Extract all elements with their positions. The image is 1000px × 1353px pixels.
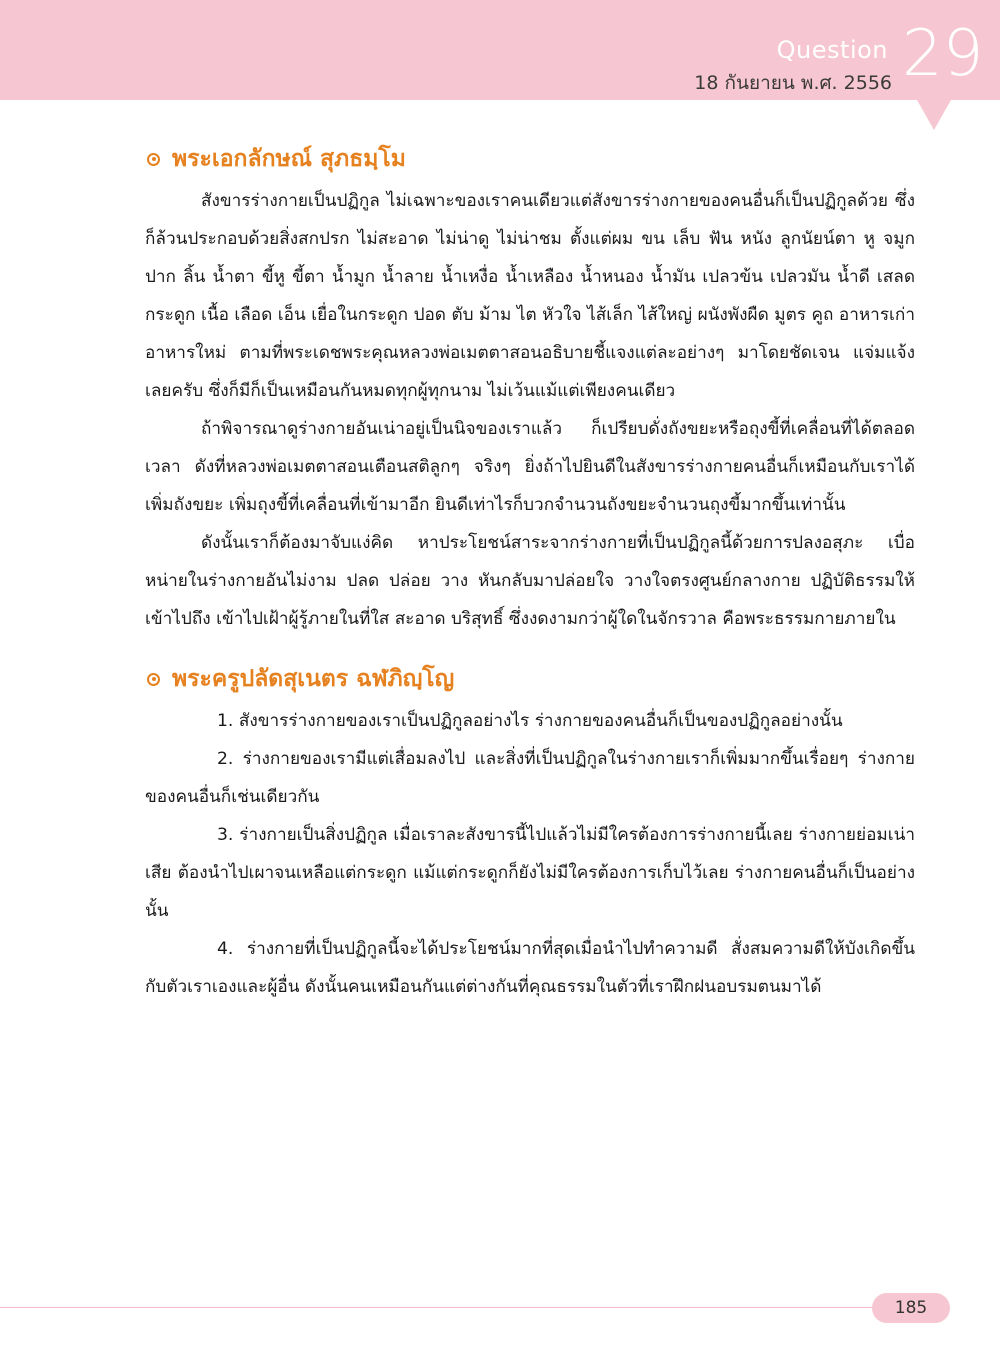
- question-number: 29: [902, 17, 984, 91]
- footer-divider: [0, 1307, 880, 1308]
- paragraph: สังขารร่างกายเป็นปฏิกูล ไม่เฉพาะของเราคนเดียวแต่สังขารร่างกายของคนอื่นก็เป็นปฏิกูลด้วย ซึ่งก็ล้วนประกอบด้วยสิ่งสกปรก ไม่สะอาด ไม่น่าดู ไม่น่าชม ตั้งแต่ผม ขน เล็บ ฟัน หนัง ลูกนัยน์ตา หู จมูก ปาก ลิ้น น้ำตา ขี้หู ขี้ตา น้ำมูก น้ำลาย น้ำเหงื่อ น้ำเหลือง น้ำหนอง น้ำมัน เปลวข้น เปลวมัน น้ำดี เสลด กระดูก เนื้อ เลือด เอ็น เยื่อในกระดูก ปอด ตับ ม้าม ไต หัวใจ ไส้เล็ก ไส้ใหญ่ ผนังพังผืด มูตร คูถ อาหารเก่า อาหารใหม่ ตามที่พระเดชพระคุณหลวงพ่อเมตตาสอนอธิบายชี้แจงแต่ละอย่างๆ มาโดยชัดเจน แจ่มแจ้งเลยครับ ซึ่งก็มีก็เป็นเหมือนกันหมดทุกผู้ทุกนาม ไม่เว้นแม้แต่เพียงคนเดียว: [145, 191, 915, 401]
- bullet-circle-icon: [147, 673, 160, 686]
- section-title: [145, 140, 915, 178]
- bullet-circle-icon: [147, 153, 160, 166]
- section-sunetr: [145, 660, 915, 1006]
- paragraph: ถ้าพิจารณาดูร่างกายอันเน่าอยู่เป็นนิจของเราแล้ว ก็เปรียบดั่งถังขยะหรือถุงขี้ที่เคลื่อนที่ได้ตลอดเวลา ดังที่หลวงพ่อเมตตาสอนเตือนสติลูกๆ จริงๆ ยิ่งถ้าไปยินดีในสังขารร่างกายคนอื่นก็เหมือนกับเราได้เพิ่มถังขยะ เพิ่มถุงขี้ที่เคลื่อนที่เข้ามาอีก ยินดีเท่าไรก็บวกจำนวนถังขยะจำนวนถุงขี้มากขึ้นเท่านั้น: [145, 419, 915, 515]
- question-date: 18 กันยายน พ.ศ. 2556: [694, 72, 892, 94]
- section-title-text: พระครูปลัดสุเนตร ฉฬภิญฺโญ: [172, 666, 455, 692]
- numbered-paragraph: 1. สังขารร่างกายของเราเป็นปฏิกูลอย่างไร ร่างกายของคนอื่นก็เป็นของปฏิกูลอย่างนั้น: [217, 711, 843, 731]
- paragraph: ดังนั้นเราก็ต้องมาจับแง่คิด หาประโยชน์สาระจากร่างกายที่เป็นปฏิกูลนี้ด้วยการปลงอสุภะ เบื่อหน่ายในร่างกายอันไม่งาม ปลด ปล่อย วาง หันกลับมาปล่อยใจ วางใจตรงศูนย์กลางกาย ปฏิบัติธรรมให้เข้าไปถึง เข้าไปเฝ้าผู้รู้ภายในที่ใส สะอาด บริสุทธิ์ ซึ่งงดงามกว่าผู้ใดในจักรวาล คือพระธรรมกายภายใน: [145, 533, 915, 629]
- page-content: [145, 140, 915, 1006]
- question-label: Question: [776, 36, 888, 64]
- section-title: [145, 660, 915, 698]
- header-pointer: [917, 100, 951, 130]
- numbered-paragraph: 2. ร่างกายของเรามีแต่เสื่อมลงไป และสิ่งที่เป็นปฏิกูลในร่างกายเราก็เพิ่มมากขึ้นเรื่อยๆ ร่างกายของคนอื่นก็เช่นเดียวกัน: [145, 749, 915, 807]
- section-ekalak: [145, 140, 915, 638]
- numbered-paragraph: 3. ร่างกายเป็นสิ่งปฏิกูล เมื่อเราละสังขารนี้ไปแล้วไม่มีใครต้องการร่างกายนี้เลย ร่างกายย่อมเน่าเสีย ต้องนำไปเผาจนเหลือแต่กระดูก แม้แต่กระดูกก็ยังไม่มีใครต้องการเก็บไว้เลย ร่างกายคนอื่นก็เป็นอย่างนั้น: [145, 825, 915, 921]
- numbered-paragraph: 4. ร่างกายที่เป็นปฏิกูลนี้จะได้ประโยชน์มากที่สุดเมื่อนำไปทำความดี สั่งสมความดีให้บังเกิดขึ้นกับตัวเราเองและผู้อื่น ดังนั้นคนเหมือนกันแต่ต่างกันที่คุณธรรมในตัวที่เราฝึกฝนอบรมตนมาได้: [145, 939, 915, 997]
- page-number: 185: [872, 1293, 950, 1323]
- section-title-text: พระเอกลักษณ์ สุภธมฺโม: [172, 146, 406, 172]
